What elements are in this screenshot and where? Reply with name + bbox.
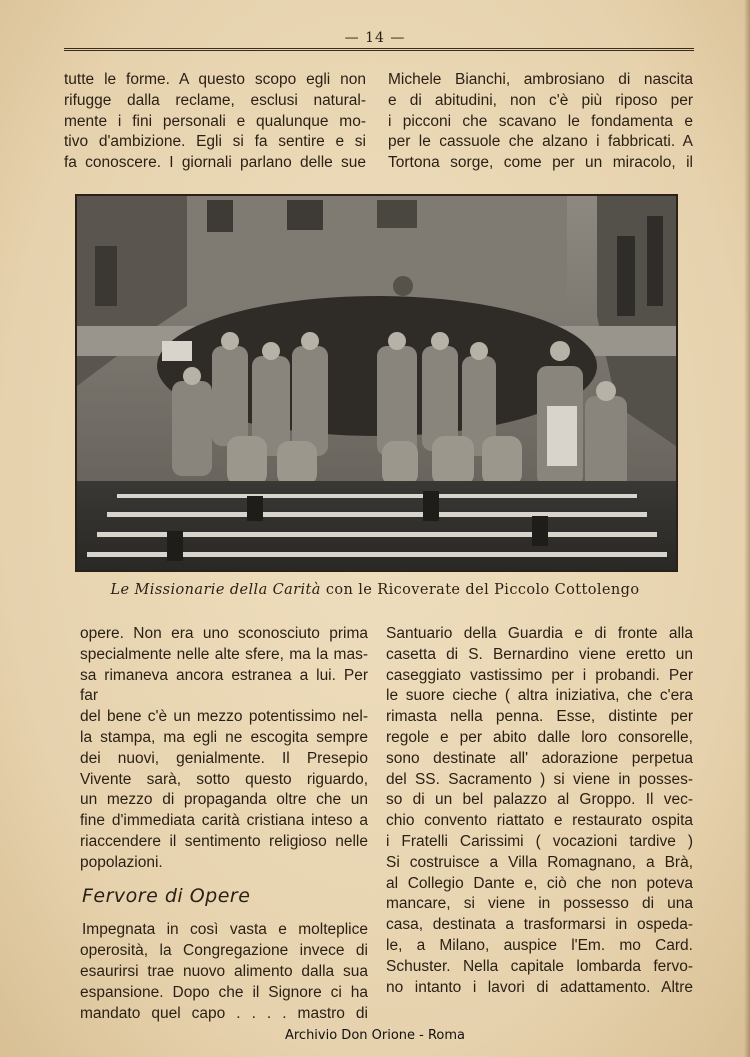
caption-part-1: Le Missionarie della Carità <box>110 582 321 598</box>
text-line: opere. Non era uno sconosciuto prima <box>80 625 368 642</box>
photo-caption <box>0 582 750 598</box>
text-line: caseggiato vastissimo per i probandi. Per <box>386 666 693 684</box>
photo-illustration <box>77 196 676 570</box>
text-line: mandato quel capo . . . . mastro di <box>80 1004 368 1022</box>
text-line: chio convento riattato e restaurato ospita <box>386 812 693 830</box>
text-line: no intanto i lavori di adattamento. Altre <box>386 978 693 996</box>
text-line: del SS. Sacramento ) si viene in posses- <box>386 770 693 788</box>
bottom-left-column <box>80 624 368 1024</box>
text-line: Vivente sarà, sotto questo riguardo, <box>80 770 368 788</box>
top-right-column <box>388 70 693 174</box>
text-line: rifugge dalla reclame, esclusi natural- <box>64 91 366 109</box>
caption-part-2: con le Ricoverate del Piccolo Cottolengo <box>320 582 640 598</box>
text-line: le suore cieche ( altra iniziativa, che c'era <box>386 687 693 705</box>
text-line: Tortona sorge, come per un miracolo, il <box>388 154 693 172</box>
group-photograph <box>75 194 678 572</box>
text-line: i picconi che scavano le fondamenta e <box>388 112 693 130</box>
text-line: operosità, la Congregazione invece di <box>80 942 368 960</box>
text-line: tivo d'ambizione. Egli si fa sentire e si <box>64 133 366 151</box>
text-line: e di abitudini, non c'è più riposo per <box>388 91 693 109</box>
text-line: Impegnata in così vasta e molteplice <box>82 921 368 939</box>
text-line: i Fratelli Carissimi ( vocazioni tardive ) <box>386 832 693 850</box>
text-line: al Collegio Dante e, ciò che non poteva <box>386 874 693 892</box>
text-line: riaccendere il sentimento religioso nelle <box>80 832 368 850</box>
text-line: espansione. Dopo che il Signore ci ha <box>80 983 368 1001</box>
text-line: sa rimaneva ancora estranea a lui. Per far <box>80 666 368 705</box>
text-line: sono destinate all' adorazione perpetua <box>386 749 693 767</box>
text-line: fine d'immediata carità cristiana inteso a <box>80 812 368 830</box>
text-line: Schuster. Nella capitale lombarda fervo- <box>386 957 693 975</box>
text-line: la stampa, ma egli ne escogita sempre <box>80 728 368 746</box>
text-line: casetta di S. Bernardino viene eretto un <box>386 645 693 663</box>
text-line: Santuario della Guardia e di fronte alla <box>386 625 693 642</box>
text-line: regole e per abito dalle loro consorelle, <box>386 728 693 746</box>
page-edge-shadow <box>744 0 750 1057</box>
text-line: popolazioni. <box>80 853 163 871</box>
text-line: mente i fini personali e qualunque mo- <box>64 112 366 130</box>
bottom-right-column <box>386 624 693 998</box>
top-left-column <box>64 70 366 174</box>
text-line: specialmente nelle alte sfere, ma la mas- <box>80 645 368 663</box>
header-rule <box>64 48 694 51</box>
text-line: so di un bel palazzo al Groppo. Il vec- <box>386 791 693 809</box>
text-line: Si costruisce a Villa Romagnano, a Brà, <box>386 853 693 871</box>
text-line: le, a Milano, auspice l'Em. mo Card. <box>386 936 693 954</box>
text-line: rimasta nella penna. Esse, distinte per <box>386 708 693 726</box>
text-line: esaurirsi trae nuovo alimento dalla sua <box>80 962 368 980</box>
text-line: del bene c'è un mezzo potentissimo nel- <box>80 708 368 726</box>
text-line: casa, destinata a trasformarsi in ospeda- <box>386 916 693 934</box>
archive-footer: Archivio Don Orione - Roma <box>284 1028 466 1043</box>
text-line: mancare, si viene in possesso di una <box>386 895 693 913</box>
text-line: per le cassuole che alzano i fabbricati. A <box>388 133 693 151</box>
text-line: tutte le forme. A questo scopo egli non <box>64 71 366 88</box>
section-heading: Fervore di Opere <box>82 884 251 907</box>
page-number: — 14 — <box>344 30 406 46</box>
text-line: Michele Bianchi, ambrosiano di nascita <box>388 71 693 88</box>
text-line: un mezzo di propaganda oltre che un <box>80 791 368 809</box>
text-line: dei nuovi, genialmente. Il Presepio <box>80 749 368 767</box>
text-line: fa conoscere. I giornali parlano delle sue <box>64 154 366 172</box>
